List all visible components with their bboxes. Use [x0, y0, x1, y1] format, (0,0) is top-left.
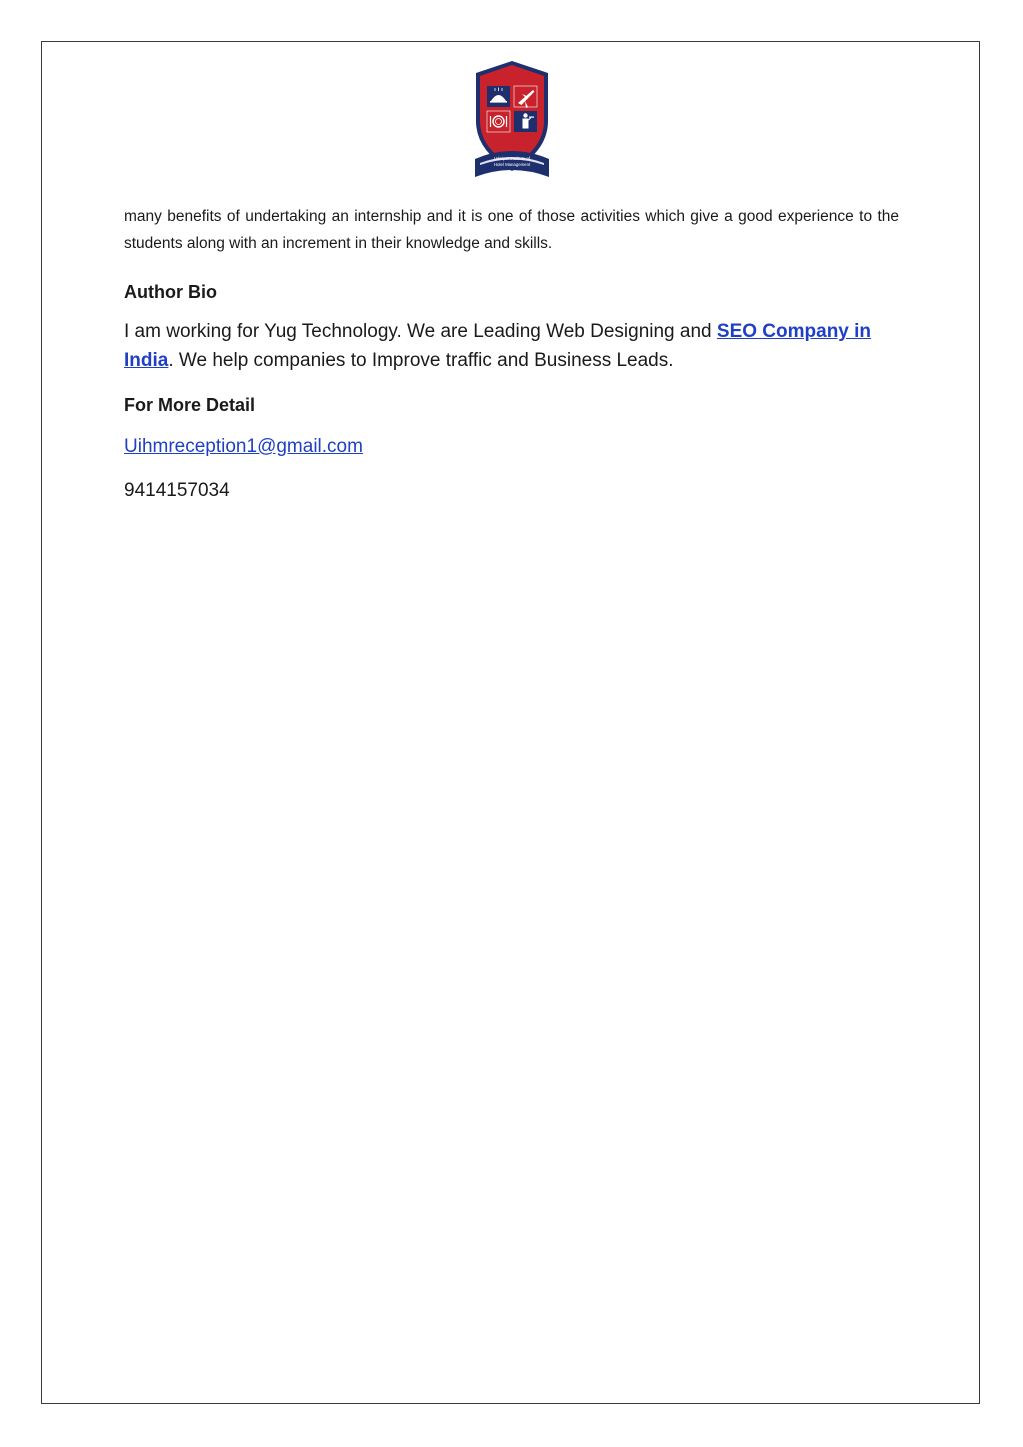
logo-name-line1: Udaipur Institute of [493, 156, 531, 161]
phone-number: 9414157034 [124, 480, 230, 501]
logo-initials: U I H M [499, 170, 525, 175]
waiter-icon [523, 113, 527, 117]
for-more-detail-heading: For More Detail [124, 395, 256, 415]
author-bio-text-before: I am working for Yug Technology. We are Leading Web Designing and [124, 321, 717, 342]
author-bio-heading: Author Bio [124, 282, 217, 302]
email-link[interactable]: Uihmreception1@gmail.com [124, 436, 363, 457]
intro-paragraph: many benefits of undertaking an internship and it is one of those activities which give a good experience to the students along with an increment in their knowledge and skills. [124, 208, 899, 252]
logo-name-line2: Hotel Management [493, 162, 531, 167]
seo-company-link[interactable]: SEO Company in India [124, 321, 872, 371]
author-bio-paragraph [124, 317, 899, 375]
author-bio-text-after: . We help companies to Improve traffic and Business Leads. [168, 350, 674, 371]
document-content [124, 203, 899, 502]
institute-logo [472, 59, 552, 183]
